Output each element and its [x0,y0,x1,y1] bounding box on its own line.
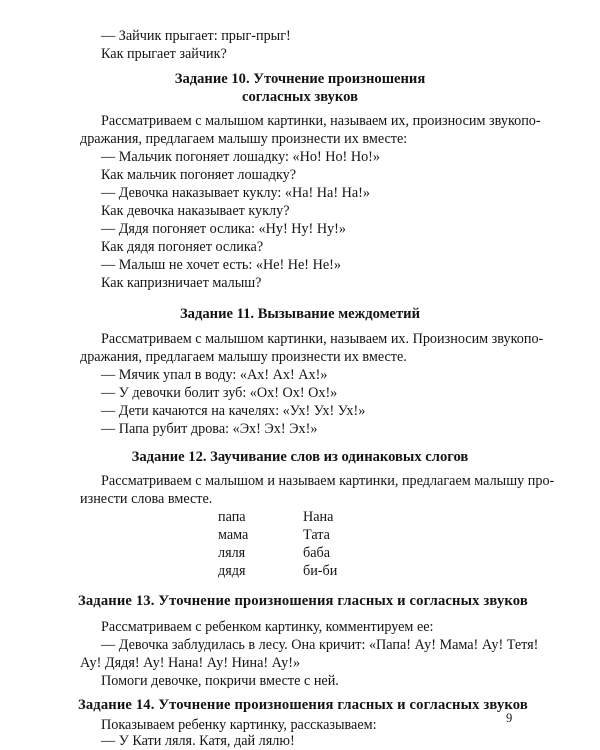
task-13-paragraph: Рассматриваем с ребенком картинку, комментируем ее: [101,619,434,635]
task-13-paragraph: Помоги девочке, покричи вместе с ней. [101,673,339,689]
task-12-paragraph: Рассматриваем с малышом и называем картинки, предлагаем малышу про- [101,473,555,489]
task-14-paragraph: — У Кати ляля. Катя, дай лялю! [101,733,295,749]
task-12-paragraph: изнести слова вместе. [80,491,213,507]
task-11-paragraph: Рассматриваем с малышом картинки, называем их. Произносим звукопо- [101,331,544,347]
task-11-line: — У девочки болит зуб: «Ох! Ох! Ох!» [101,385,338,401]
page-number: 9 [506,711,513,725]
task-10-line: — Девочка наказывает куклу: «На! На! На!» [101,185,370,201]
task-13-title: Задание 13. Уточнение произношения гласных и согласных звуков [78,593,528,609]
task-13-paragraph: Ау! Дядя! Ау! Нана! Ау! Нина! Ау!» [80,655,301,671]
task-10-paragraph: Рассматриваем с малышом картинки, называем их, произносим звукопо- [101,113,541,129]
syllable-word: би-би [303,563,338,579]
task-10-line: Как девочка наказывает куклу? [101,203,290,219]
task-10-line: Как дядя погоняет ослика? [101,239,264,255]
intro-line: Как прыгает зайчик? [101,46,227,62]
task-10-line: — Мальчик погоняет лошадку: «Но! Но! Но!» [101,149,380,165]
syllable-word: дядя [218,563,246,579]
task-10-line: Как мальчик погоняет лошадку? [101,167,297,183]
task-12-title: Задание 12. Заучивание слов из одинаковых слогов [131,449,469,465]
task-11-paragraph: дражания, предлагаем малышу произнести их вместе. [80,349,407,365]
syllable-word: ляля [218,545,246,561]
task-10-paragraph: дражания, предлагаем малышу произнести их вместе: [80,131,408,147]
task-10-title: согласных звуков [242,89,358,105]
syllable-word: мама [218,527,249,543]
task-11-title: Задание 11. Вызывание междометий [179,306,421,322]
task-10-line: — Дядя погоняет ослика: «Ну! Ну! Ну!» [101,221,346,237]
task-11-line: — Папа рубит дрова: «Эх! Эх! Эх!» [101,421,318,437]
syllable-word: папа [218,509,246,525]
syllable-word: Нана [303,509,334,525]
task-13-paragraph: — Девочка заблудилась в лесу. Она кричит: «Папа! Ау! Мама! Ау! Тетя! [101,637,539,653]
task-14-paragraph: Показываем ребенку картинку, рассказываем: [101,717,377,733]
task-11-line: — Дети качаются на качелях: «Ух! Ух! Ух!» [101,403,366,419]
task-11-line: — Мячик упал в воду: «Ах! Ах! Ах!» [101,367,328,383]
intro-line: — Зайчик прыгает: прыг-прыг! [101,28,291,44]
syllable-word: Тата [303,527,330,543]
task-10-title: Задание 10. Уточнение произношения [174,71,426,87]
task-14-title: Задание 14. Уточнение произношения гласных и согласных звуков [78,697,528,713]
task-10-line: Как капризничает малыш? [101,275,262,291]
task-10-line: — Малыш не хочет есть: «Не! Не! Не!» [101,257,341,273]
syllable-word: баба [303,545,331,561]
